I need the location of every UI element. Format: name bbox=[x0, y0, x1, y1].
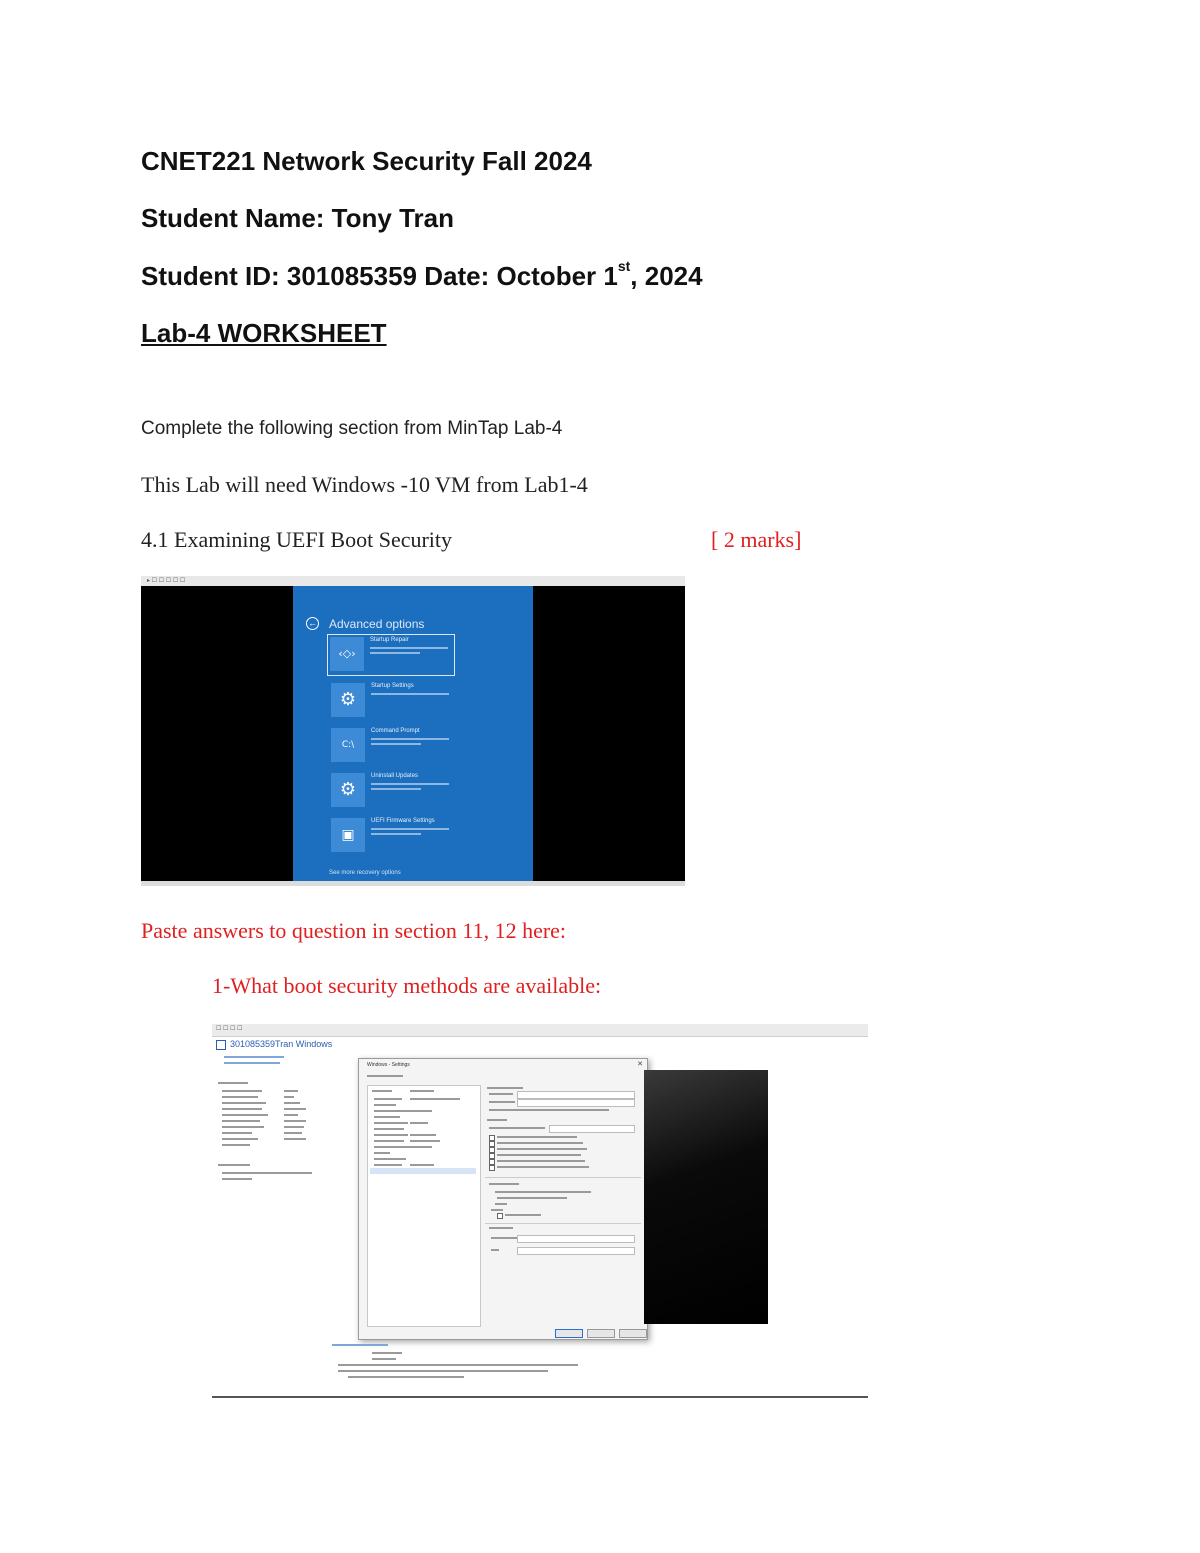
option-command-prompt bbox=[329, 726, 455, 766]
ok-button bbox=[555, 1329, 583, 1338]
option-label: Command Prompt bbox=[371, 728, 420, 734]
option-label: Startup Settings bbox=[371, 683, 414, 689]
window-bottom-border bbox=[212, 1396, 868, 1398]
firmware-icon: ▣ bbox=[331, 818, 365, 852]
option-label: Uninstall Updates bbox=[371, 773, 419, 779]
course-title: CNET221 Network Security Fall 2024 bbox=[141, 146, 592, 176]
vm-name: 301085359Tran Windows bbox=[230, 1039, 333, 1049]
settings-dialog bbox=[358, 1058, 648, 1340]
worksheet-title: Lab-4 WORKSHEET bbox=[141, 318, 387, 348]
option-uninstall-updates bbox=[329, 771, 455, 811]
cancel-button bbox=[587, 1329, 615, 1338]
student-name: Student Name: Tony Tran bbox=[141, 203, 454, 233]
requirement-text: This Lab will need Windows -10 VM from Lab1-4 bbox=[141, 472, 588, 497]
vm-console-preview bbox=[644, 1070, 768, 1324]
settings-tree bbox=[367, 1085, 481, 1327]
back-arrow-icon: ← bbox=[308, 618, 317, 628]
option-label: Startup Repair bbox=[370, 637, 409, 643]
student-id-date bbox=[141, 258, 703, 292]
console-icon: C:\ bbox=[331, 728, 365, 762]
recovery-screenshot bbox=[141, 576, 685, 886]
date-year: , 2024 bbox=[630, 261, 703, 291]
code-icon: ‹◇› bbox=[330, 637, 364, 671]
advanced-options-panel bbox=[293, 586, 533, 881]
vm-icon bbox=[216, 1040, 226, 1050]
section-marks: [ 2 marks] bbox=[711, 527, 802, 552]
question-1: 1-What boot security methods are available: bbox=[212, 973, 602, 998]
section-title: 4.1 Examining UEFI Boot Security bbox=[141, 527, 453, 552]
option-startup-settings bbox=[329, 681, 455, 721]
gear-icon: ⚙ bbox=[331, 683, 365, 717]
option-label: UEFI Firmware Settings bbox=[371, 818, 435, 824]
vm-tab-bar: ▸ ☐ ☐ ☐ ☐ ☐ bbox=[141, 576, 685, 586]
hyperv-toolbar: ☐ ☐ ☐ ☐ bbox=[212, 1024, 868, 1037]
instruction-text: Complete the following section from MinTap Lab-4 bbox=[141, 418, 563, 439]
option-uefi-firmware bbox=[329, 816, 455, 856]
help-button bbox=[619, 1329, 647, 1338]
dialog-title: Windows - Settings bbox=[367, 1062, 410, 1068]
advanced-options-heading: Advanced options bbox=[329, 617, 425, 631]
vm-settings-screenshot bbox=[212, 1024, 868, 1400]
settings-panel bbox=[485, 1085, 641, 1325]
close-icon: ✕ bbox=[637, 1060, 643, 1068]
date-ordinal-suffix: st bbox=[617, 258, 631, 275]
more-recovery-options-link: See more recovery options bbox=[329, 870, 401, 876]
paste-prompt: Paste answers to question in section 11, 12 here: bbox=[141, 918, 567, 943]
gear-icon: ⚙ bbox=[331, 773, 365, 807]
option-startup-repair bbox=[327, 634, 455, 676]
vm-status-bar bbox=[141, 881, 685, 886]
student-id-text: Student ID: 301085359 Date: October 1 bbox=[141, 261, 618, 291]
